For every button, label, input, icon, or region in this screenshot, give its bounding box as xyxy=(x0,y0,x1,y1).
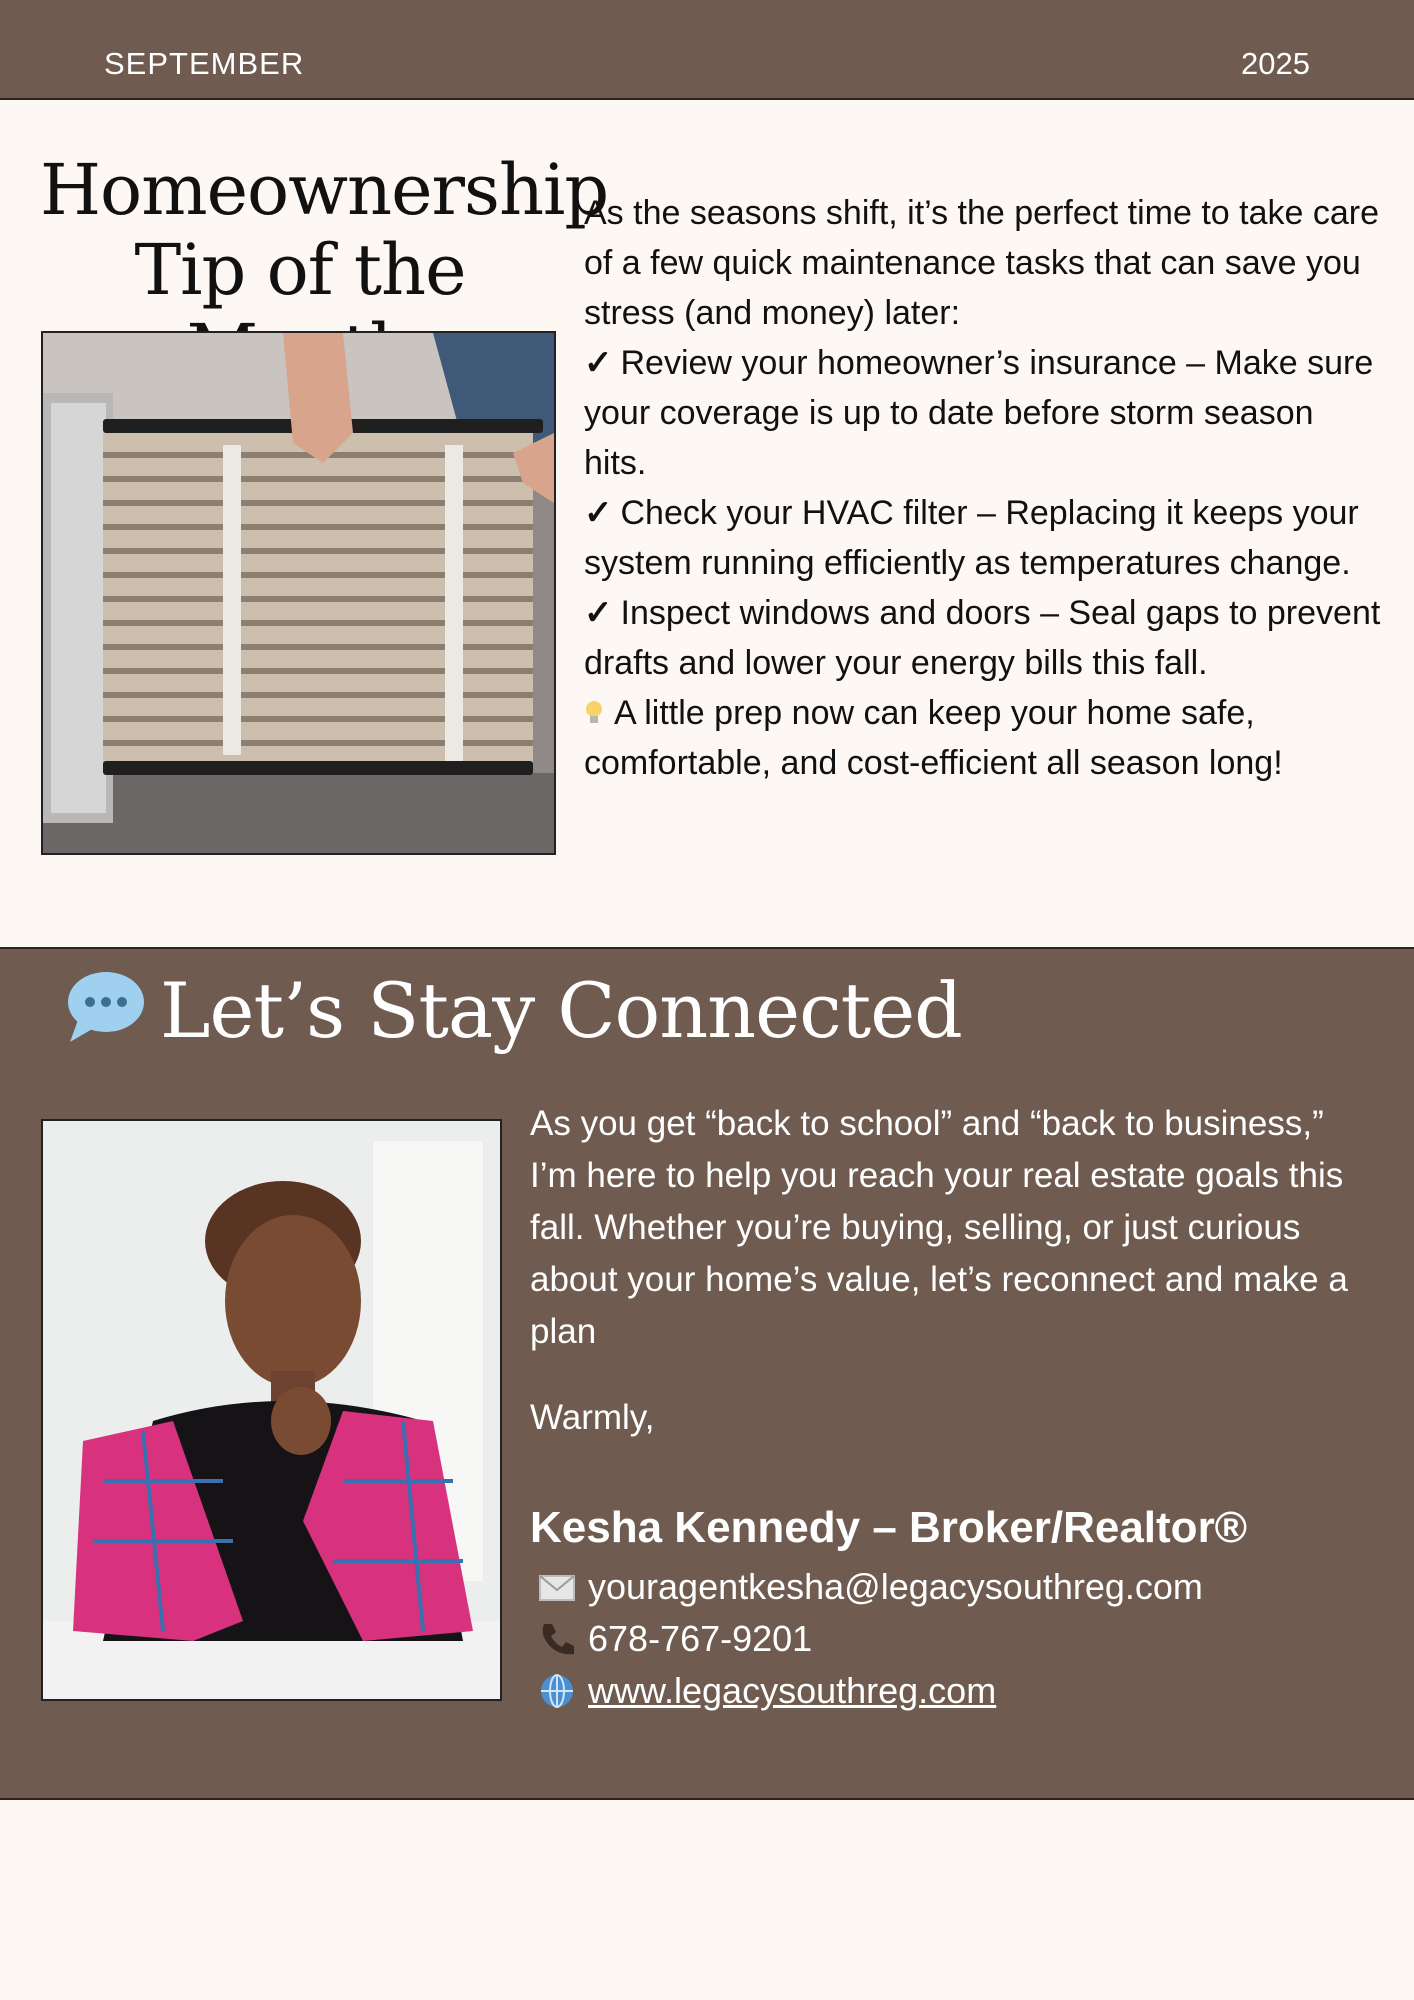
connect-body: As you get “back to school” and “back to business,” I’m here to help you reach your real estate goals this fall. Whether you’re buying, selling, or just curious about your home’s value, let’s reconnect and make a plan xyxy=(530,1104,1348,1351)
speech-bubble-icon xyxy=(64,970,144,1044)
signoff: Warmly, xyxy=(530,1398,655,1437)
agent-name: Kesha Kennedy – Broker/Realtor® xyxy=(530,1503,1248,1552)
header-year: 2025 xyxy=(1241,46,1310,81)
connect-title: Let’s Stay Connected xyxy=(160,966,962,1055)
tip-closing: A little prep now can keep your home safe, comfortable, and cost-efficient all season long! xyxy=(584,688,1384,788)
tip-body xyxy=(584,188,1384,788)
contact-website xyxy=(538,1666,996,1716)
tip-title-line1: Homeownership xyxy=(40,149,609,231)
lightbulb-icon xyxy=(584,691,604,719)
header-month: SEPTEMBER xyxy=(104,46,305,81)
phone-icon xyxy=(538,1620,576,1658)
globe-icon xyxy=(538,1672,576,1710)
email-icon xyxy=(538,1568,576,1606)
tip-item: ✓ Check your HVAC filter – Replacing it keeps your system running efficiently as temperatures change. xyxy=(584,494,1359,582)
contact-email xyxy=(538,1562,1203,1612)
header-bar xyxy=(0,0,1414,100)
contact-phone xyxy=(538,1614,812,1664)
checkmark-icon: ✓ xyxy=(584,594,613,632)
tip-intro: As the seasons shift, it’s the perfect time to take care of a few quick maintenance tasks that can save you stress (and money) later: xyxy=(584,194,1379,332)
hvac-filter-photo xyxy=(41,331,556,855)
tip-title-line2: Tip of the xyxy=(134,229,466,311)
tip-item: ✓ Review your homeowner’s insurance – Make sure your coverage is up to date before storm season hits. xyxy=(584,344,1374,482)
website-link[interactable]: www.legacysouthreg.com xyxy=(588,1670,997,1711)
email-address[interactable]: youragentkesha@legacysouthreg.com xyxy=(588,1566,1203,1607)
tip-item: ✓ Inspect windows and doors – Seal gaps to prevent drafts and lower your energy bills this fall. xyxy=(584,594,1381,682)
agent-photo xyxy=(41,1119,502,1701)
checkmark-icon: ✓ xyxy=(584,344,613,382)
checkmark-icon: ✓ xyxy=(584,494,613,532)
phone-number[interactable]: 678-767-9201 xyxy=(588,1618,813,1659)
